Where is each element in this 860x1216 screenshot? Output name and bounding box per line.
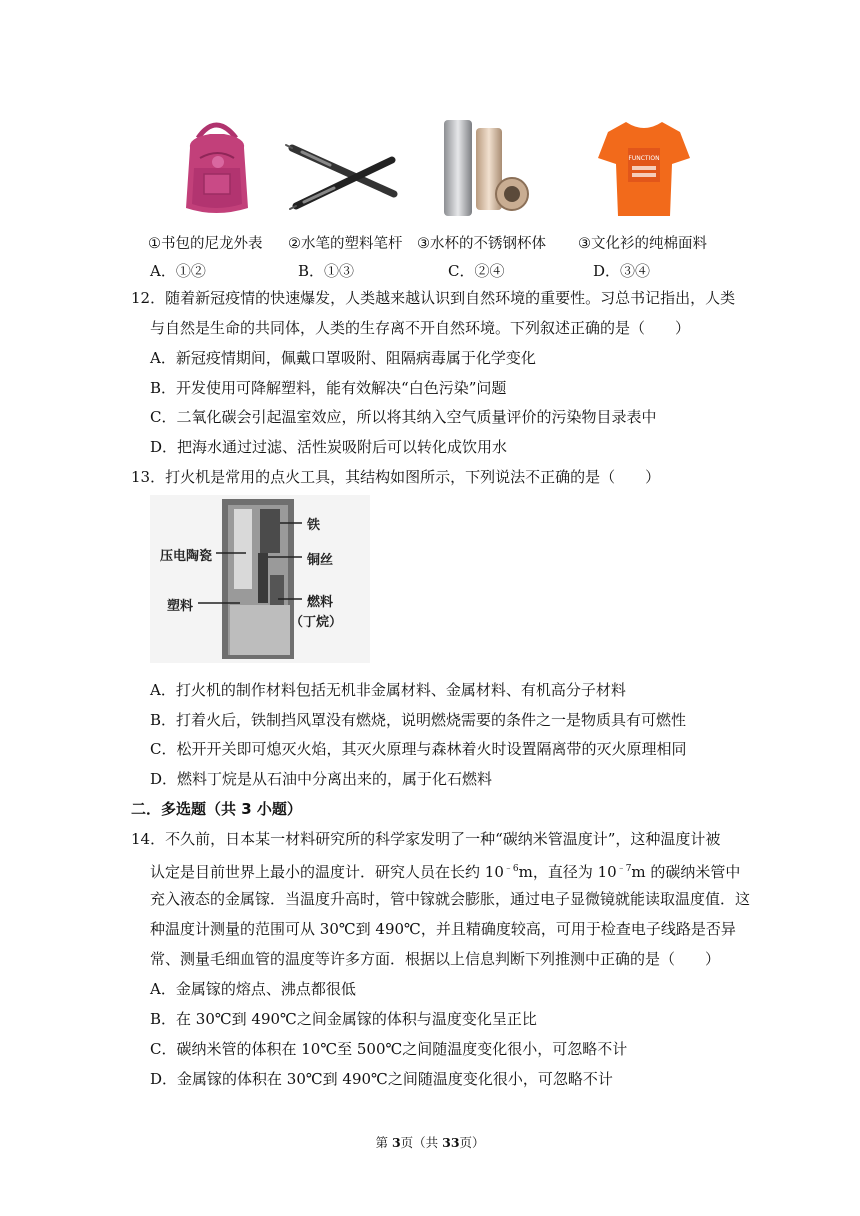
q13-option-c[interactable]: C．松开开关即可熄灭火焰，其灭火原理与森林着火时设置隔离带的灭火原理相同	[150, 740, 687, 758]
q14-option-c[interactable]: C．碳纳米管的体积在 10℃至 500℃之间随温度变化很小，可忽略不计	[150, 1040, 628, 1058]
footer-total-pages: 33	[442, 1135, 460, 1150]
q14-exp1: ﹣6	[503, 864, 519, 874]
tshirt-print-text: FUNCTION	[628, 155, 660, 162]
q13-option-b[interactable]: B．打着火后，铁制挡风罩没有燃烧，说明燃烧需要的条件之一是物质具有可燃性	[150, 711, 687, 729]
q14-line2	[150, 858, 740, 883]
section-title: 二．多选题（共 3 小题）	[131, 800, 302, 818]
q12-stem-line2: 与自然是生命的共同体，人类的生存离不开自然环境。下列叙述正确的是（ ）	[150, 319, 691, 337]
caption-tshirt: ③文化衫的纯棉面料	[578, 236, 707, 252]
q12-option-c[interactable]: C．二氧化碳会引起温室效应，所以将其纳入空气质量评价的污染物目录表中	[150, 408, 657, 426]
q14-exp2: ﹣7	[616, 864, 632, 874]
lighter-diagram	[150, 495, 370, 663]
footer-suffix: 页）	[459, 1135, 485, 1150]
q13-option-d[interactable]: D．燃料丁烷是从石油中分离出来的，属于化石燃料	[150, 770, 493, 788]
footer-page-number: 3	[391, 1135, 401, 1150]
label-ceramic: 压电陶瓷	[160, 549, 213, 564]
q11-option-a[interactable]: A．①②	[150, 262, 206, 280]
q14-option-d[interactable]: D．金属镓的体积在 30℃到 490℃之间随温度变化很小，可忽略不计	[150, 1070, 613, 1088]
q14-option-a[interactable]: A．金属镓的熔点、沸点都很低	[150, 980, 356, 998]
cup-image	[436, 116, 536, 220]
q14-option-b[interactable]: B．在 30℃到 490℃之间金属镓的体积与温度变化呈正比	[150, 1010, 537, 1028]
q14-line2-b: m，直径为 10	[518, 863, 617, 881]
q13-stem: 13．打火机是常用的点火工具，其结构如图所示，下列说法不正确的是（ ）	[131, 468, 661, 486]
q12-option-d[interactable]: D．把海水通过过滤、活性炭吸附后可以转化成饮用水	[150, 438, 508, 456]
backpack-image	[160, 108, 272, 220]
q11-option-d[interactable]: D．③④	[593, 262, 651, 280]
q14-line1: 14．不久前，日本某一材料研究所的科学家发明了一种“碳纳米管温度计”，这种温度计被	[131, 830, 721, 848]
pen-image	[282, 130, 402, 220]
q14-line2-a: 认定是目前世界上最小的温度计．研究人员在长约 10	[150, 863, 504, 881]
q14-line4: 种温度计测量的范围可从 30℃到 490℃，并且精确度较高，可用于检查电子线路是否异	[150, 920, 736, 938]
q13-option-a[interactable]: A．打火机的制作材料包括无机非金属材料、金属材料、有机高分子材料	[150, 681, 626, 699]
q11-option-b[interactable]: B．①③	[298, 262, 355, 280]
tshirt-image	[596, 116, 692, 220]
label-copper: 铜丝	[307, 553, 334, 568]
q12-option-a[interactable]: A．新冠疫情期间，佩戴口罩吸附、阻隔病毒属于化学变化	[150, 349, 536, 367]
label-fuel: 燃料	[307, 595, 334, 610]
caption-pen: ②水笔的塑料笔杆	[288, 236, 403, 252]
label-plastic: 塑料	[167, 599, 194, 614]
caption-cup: ③水杯的不锈钢杯体	[417, 236, 546, 252]
q12-option-b[interactable]: B．开发使用可降解塑料，能有效解决“白色污染”问题	[150, 379, 507, 397]
label-iron: 铁	[307, 518, 321, 533]
q14-line5: 常、测量毛细血管的温度等许多方面．根据以上信息判断下列推测中正确的是（ ）	[150, 950, 721, 968]
footer-prefix: 第	[375, 1135, 392, 1150]
q12-stem-line1: 12．随着新冠疫情的快速爆发，人类越来越认识到自然环境的重要性。习总书记指出，人类	[131, 289, 736, 307]
q14-line2-c: m 的碳纳米管中	[631, 863, 741, 881]
page-footer	[0, 1133, 860, 1151]
caption-backpack: ①书包的尼龙外表	[148, 236, 263, 252]
q14-line3: 充入液态的金属镓．当温度升高时，管中镓就会膨胀，通过电子显微镜就能读取温度值．这	[150, 890, 751, 908]
footer-mid: 页（共	[400, 1135, 443, 1150]
label-butane: （丁烷）	[290, 615, 343, 630]
q11-option-c[interactable]: C．②④	[448, 262, 505, 280]
